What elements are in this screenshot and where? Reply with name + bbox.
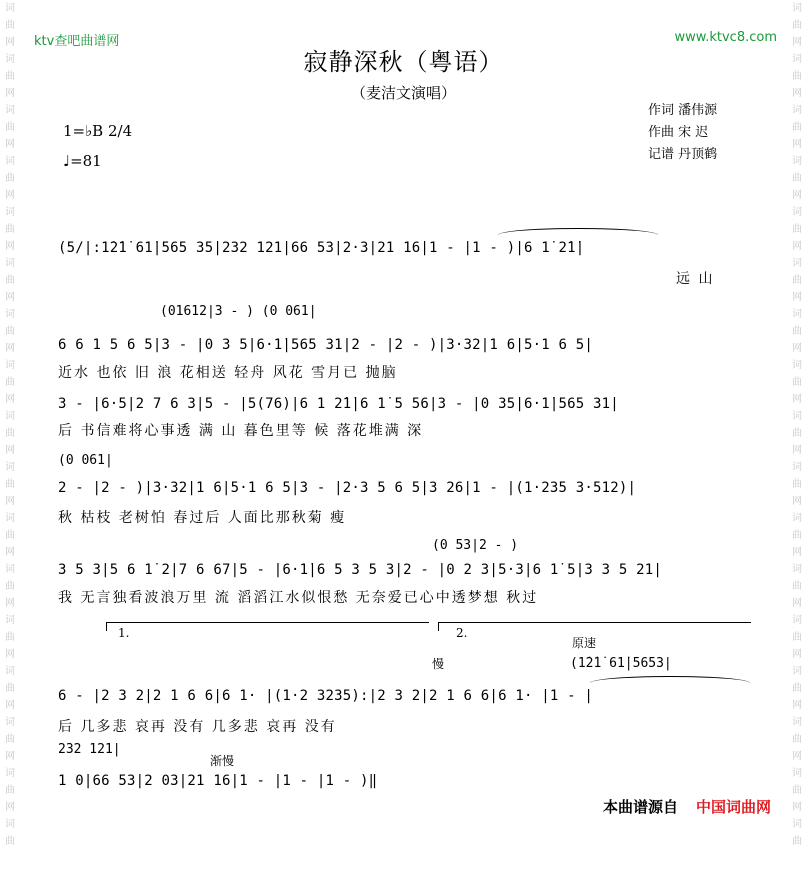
watermark-char: 词 <box>792 462 802 473</box>
score-line-4-notes: 2 - |2 - )|3·32|1 6|5·1 6 5|3 - |2·3 5 6 5|3 26|1 - |(1·235 3·512)| <box>58 480 637 496</box>
watermark-char: 网 <box>5 649 15 660</box>
watermark-char: 词 <box>792 513 802 524</box>
score-line-7-notes: 1 0|66 53|2 03|21 16|1 - |1 - |1 - )‖ <box>58 773 378 789</box>
watermark-char: 曲 <box>792 173 802 184</box>
watermark-char: 曲 <box>5 275 15 286</box>
volta-label-2: 2. <box>456 626 468 640</box>
watermark-char: 曲 <box>792 836 802 847</box>
watermark-char: 词 <box>792 666 802 677</box>
watermark-char: 网 <box>792 496 802 507</box>
watermark-right <box>789 0 805 870</box>
score-line-5-notes: 3 5 3|5 6 1̇ 2|7 6 67|5 - |6·1̇|6 5 3 5 3|2 - |0 2 3|5·3|6 1̇ 5|3 3 5 21| <box>58 562 663 578</box>
watermark-char: 网 <box>5 139 15 150</box>
source-label: 本曲谱源自 <box>602 798 678 816</box>
score-line-6-pickup: (1̇2̇1̇ 61̇|5653| <box>570 656 672 671</box>
watermark-char: 词 <box>792 258 802 269</box>
score-line-2-pickup: (01612|3 - ) (0 061| <box>160 304 317 319</box>
score-line-1-lyrics: 远 山 <box>676 271 715 287</box>
tempo-marking: ♩=81 <box>63 152 102 170</box>
watermark-char: 网 <box>5 292 15 303</box>
song-subtitle: （麦洁文演唱） <box>350 84 456 102</box>
transcriber-credit: 记谱 丹顶鹤 <box>648 147 718 162</box>
watermark-char: 曲 <box>792 530 802 541</box>
source-site-link[interactable]: 中国词曲网 <box>695 798 771 816</box>
watermark-char: 词 <box>5 54 15 65</box>
watermark-char: 网 <box>5 394 15 405</box>
watermark-char: 网 <box>792 802 802 813</box>
song-title: 寂静深秋（粤语） <box>303 48 504 76</box>
watermark-char: 曲 <box>792 122 802 133</box>
score-line-4-pickup: (0 061| <box>58 453 113 468</box>
score-line-5-lyrics: 我 无言独看波浪万里 流 滔滔江水似恨愁 无奈爱已心中透梦想 秋过 <box>58 590 539 606</box>
watermark-char: 曲 <box>5 836 15 847</box>
watermark-char: 网 <box>5 751 15 762</box>
watermark-char: 网 <box>5 496 15 507</box>
watermark-char: 词 <box>5 156 15 167</box>
score-line-3-notes: 3 - |6·5|2 7 6 3|5 - |5(76)|6 1 2̇1̇|6 1̇ 5 56|3 - |0 35|6·1̇|565 31| <box>58 396 619 412</box>
watermark-char: 词 <box>792 564 802 575</box>
watermark-char: 曲 <box>5 632 15 643</box>
watermark-char: 词 <box>792 768 802 779</box>
watermark-char: 曲 <box>5 530 15 541</box>
watermark-char: 词 <box>792 207 802 218</box>
watermark-char: 曲 <box>792 683 802 694</box>
score-line-7-upper: 232 121| <box>58 742 121 757</box>
watermark-char: 网 <box>5 598 15 609</box>
score-line-1-notes: (5/|:1̇2̇1̇ 61̇|565 35|232 121|66 53|2·3|21 16|1 - |1 - )|6 1̇ 2̇1̇| <box>58 240 585 256</box>
score-line-2-lyrics: 近水 也依 旧 浪 花相送 轻舟 风花 雪月已 抛脑 <box>58 365 398 381</box>
lyricist-credit: 作词 潘伟源 <box>648 103 718 118</box>
watermark-char: 词 <box>5 513 15 524</box>
score-line-5-pickup: (0 53|2 - ) <box>432 538 519 553</box>
watermark-char: 网 <box>5 700 15 711</box>
watermark-char: 网 <box>792 37 802 48</box>
gradual-slow-marking: 渐慢 <box>210 754 235 768</box>
watermark-char: 曲 <box>792 20 802 31</box>
tie-mark <box>498 228 658 235</box>
watermark-char: 网 <box>5 190 15 201</box>
watermark-char: 曲 <box>5 785 15 796</box>
original-tempo-marking: 原速 <box>572 636 597 650</box>
watermark-char: 网 <box>792 241 802 252</box>
credits-block <box>648 100 717 166</box>
tie-mark-2 <box>590 676 750 683</box>
volta-label-1: 1. <box>118 626 130 640</box>
watermark-char: 曲 <box>5 581 15 592</box>
watermark-char: 词 <box>5 564 15 575</box>
score-line-2-notes: 6 6 1 5 6 5|3 - |0 3 5|6·1̇|565 31|2 - |2 - )|3·32|1 6|5·1 6 5| <box>58 337 593 353</box>
watermark-char: 词 <box>5 462 15 473</box>
watermark-char: 词 <box>792 615 802 626</box>
watermark-char: 曲 <box>5 734 15 745</box>
watermark-char: 曲 <box>5 224 15 235</box>
watermark-char: 曲 <box>792 326 802 337</box>
watermark-char: 网 <box>792 139 802 150</box>
watermark-char: 网 <box>792 649 802 660</box>
watermark-char: 网 <box>5 88 15 99</box>
watermark-char: 网 <box>792 88 802 99</box>
volta-bracket-2 <box>438 622 751 631</box>
volta-bracket-1 <box>106 622 429 631</box>
watermark-char: 词 <box>792 105 802 116</box>
watermark-char: 曲 <box>5 377 15 388</box>
watermark-char: 曲 <box>5 326 15 337</box>
score-line-4-lyrics: 秋 枯枝 老树怕 春过后 人面比那秋菊 瘦 <box>58 510 347 526</box>
watermark-char: 网 <box>5 802 15 813</box>
watermark-char: 曲 <box>792 428 802 439</box>
watermark-char: 曲 <box>5 428 15 439</box>
watermark-char: 曲 <box>792 479 802 490</box>
watermark-char: 网 <box>792 292 802 303</box>
watermark-char: 曲 <box>792 632 802 643</box>
watermark-char: 网 <box>5 241 15 252</box>
watermark-char: 曲 <box>792 581 802 592</box>
watermark-char: 词 <box>5 207 15 218</box>
watermark-char: 词 <box>5 360 15 371</box>
watermark-char: 曲 <box>5 20 15 31</box>
watermark-char: 词 <box>5 666 15 677</box>
watermark-char: 曲 <box>792 785 802 796</box>
watermark-char: 网 <box>5 343 15 354</box>
watermark-char: 词 <box>792 309 802 320</box>
watermark-char: 曲 <box>5 173 15 184</box>
watermark-char: 网 <box>792 700 802 711</box>
watermark-char: 词 <box>5 411 15 422</box>
watermark-char: 网 <box>792 394 802 405</box>
score-line-3-lyrics: 后 书信难将心事透 满 山 暮色里等 候 落花堆满 深 <box>58 423 424 439</box>
watermark-char: 词 <box>792 819 802 830</box>
watermark-char: 词 <box>792 717 802 728</box>
watermark-char: 网 <box>792 190 802 201</box>
composer-credit: 作曲 宋 迟 <box>648 125 709 140</box>
watermark-char: 网 <box>792 547 802 558</box>
watermark-char: 词 <box>792 411 802 422</box>
watermark-char: 曲 <box>792 71 802 82</box>
watermark-left <box>2 0 18 870</box>
watermark-char: 网 <box>5 37 15 48</box>
watermark-char: 曲 <box>792 224 802 235</box>
watermark-char: 词 <box>5 717 15 728</box>
watermark-char: 词 <box>5 309 15 320</box>
watermark-char: 词 <box>5 615 15 626</box>
watermark-char: 词 <box>792 156 802 167</box>
watermark-char: 词 <box>5 105 15 116</box>
site-link-left[interactable]: ktv查吧曲谱网 <box>34 34 120 49</box>
watermark-char: 网 <box>5 547 15 558</box>
watermark-char: 曲 <box>792 275 802 286</box>
score-line-6-lyrics: 后 几多悲 哀再 没有 几多悲 哀再 没有 <box>58 719 337 735</box>
watermark-char: 曲 <box>5 683 15 694</box>
site-link-right[interactable]: www.ktvc8.com <box>674 30 777 45</box>
watermark-char: 曲 <box>792 377 802 388</box>
score-line-6-notes: 6 - |2 3 2|2 1 6 6|6 1· |(1·2 3235):|2 3 2|2 1 6 6|6 1· |1 - | <box>58 688 593 704</box>
watermark-char: 词 <box>5 3 15 14</box>
watermark-char: 词 <box>792 54 802 65</box>
key-time-signature: 1=♭B 2/4 <box>63 122 133 140</box>
watermark-char: 词 <box>792 360 802 371</box>
source-footer <box>603 796 771 817</box>
watermark-char: 网 <box>5 445 15 456</box>
watermark-char: 网 <box>792 598 802 609</box>
watermark-char: 曲 <box>792 734 802 745</box>
watermark-char: 曲 <box>5 122 15 133</box>
slow-marking: 慢 <box>432 657 445 671</box>
watermark-char: 词 <box>5 258 15 269</box>
watermark-char: 曲 <box>5 71 15 82</box>
watermark-char: 网 <box>792 445 802 456</box>
watermark-char: 词 <box>5 768 15 779</box>
watermark-char: 网 <box>792 751 802 762</box>
watermark-char: 曲 <box>5 479 15 490</box>
watermark-char: 网 <box>792 343 802 354</box>
watermark-char: 词 <box>5 819 15 830</box>
watermark-char: 词 <box>792 3 802 14</box>
